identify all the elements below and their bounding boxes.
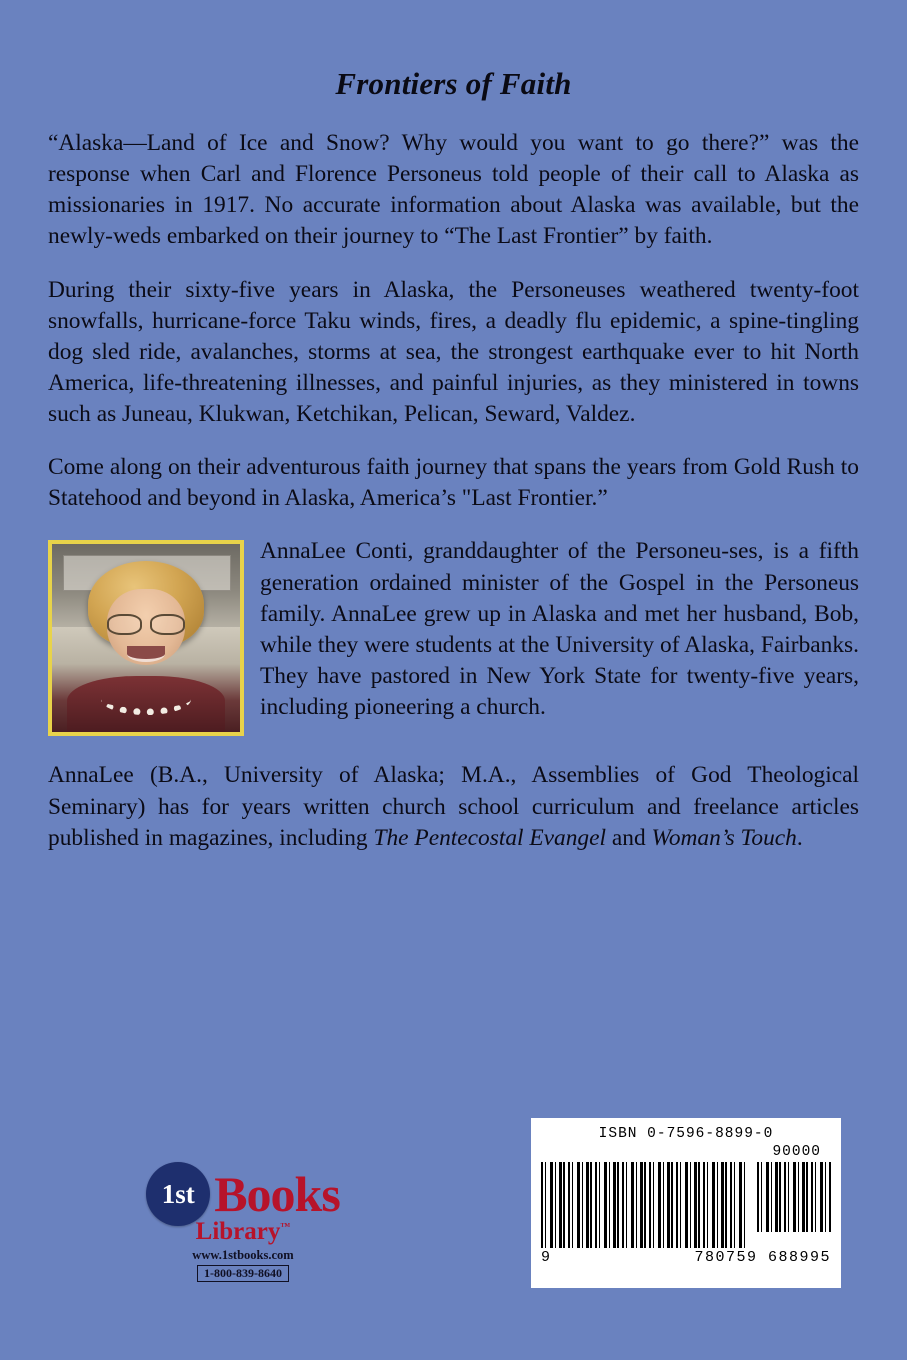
publisher-mark-icon: 1st [146,1162,210,1226]
photo-smile [127,646,165,662]
ean-digit-row [541,1248,831,1266]
barcode-block [531,1118,841,1288]
magazine-title-1: The Pentecostal Evangel [373,824,607,851]
blurb-paragraph-1: “Alaska—Land of Ice and Snow? Why would you want to go there?” was the response when Carl and Florence Personeus told people of their call to Alaska as missionaries in 1917. No accurate information about Alaska was available, but the newly-weds embarked on their journey to “The Last Frontier” by faith. [48,130,859,250]
publisher-subtitle-text: Library [195,1218,281,1245]
magazine-title-2: Woman’s Touch [651,824,797,851]
author-credits-period: . [796,824,803,851]
author-photo [48,540,244,736]
barcode-main [541,1162,747,1248]
barcode-bars-main [541,1162,747,1248]
trademark-icon: ™ [280,1221,291,1233]
publisher-phone: 1-800-839-8640 [197,1265,289,1282]
cover-footer [48,1098,859,1288]
publisher-subtitle [108,1218,378,1246]
publisher-website: www.1stbooks.com [192,1248,294,1262]
author-bio: AnnaLee Conti, granddaughter of the Personeu-ses, is a fifth generation ordained minister of the Gospel in the Personeus family. AnnaLee grew up in Alaska and met her husband, Bob, while they were students at the University of Alaska, Fairbanks. They have pastored in New York State for twenty-five years, including pioneering a church. [260,538,859,720]
isbn-label: ISBN 0-7596-8899-0 [598,1126,774,1142]
page-title: Frontiers of Faith [335,66,572,101]
author-credits [48,760,859,853]
ean-check-digit: 9 [541,1249,552,1266]
barcode-bars-addon [757,1162,831,1232]
blurb-paragraph-3: Come along on their adventurous faith journey that spans the years from Gold Rush to Statehood and beyond in Alaska, America’s "Last Frontier.” [48,454,859,512]
publisher-name: Books [214,1166,340,1222]
author-credits-text: AnnaLee (B.A., University of Alaska; M.A., Assemblies of God Theological Seminary) has for years written church school curriculum and freelance articles published in magazines, including [48,762,859,851]
price-code-label: 90000 [772,1144,821,1160]
author-credits-conjunction: and [606,824,652,851]
ean-digits: 780759 688995 [694,1249,831,1266]
publisher-logo [108,1162,378,1282]
author-block [48,536,859,738]
publisher-logo-row [108,1162,378,1226]
photo-glasses [107,614,186,631]
blurb-paragraph-2: During their sixty-five years in Alaska, the Personeuses weathered twenty-foot snowfalls, hurricane-force Taku winds, fires, a deadly flu epidemic, a spine-tingling dog sled ride, avalanches, storms at sea, the strongest earthquake ever to hit North America, life-threatening illnesses, and painful injuries, as they ministered in towns such as Juneau, Klukwan, Ketchikan, Pelican, Seward, Valdez. [48,276,859,427]
barcode-bars-group [541,1162,831,1248]
barcode-addon [757,1162,831,1232]
